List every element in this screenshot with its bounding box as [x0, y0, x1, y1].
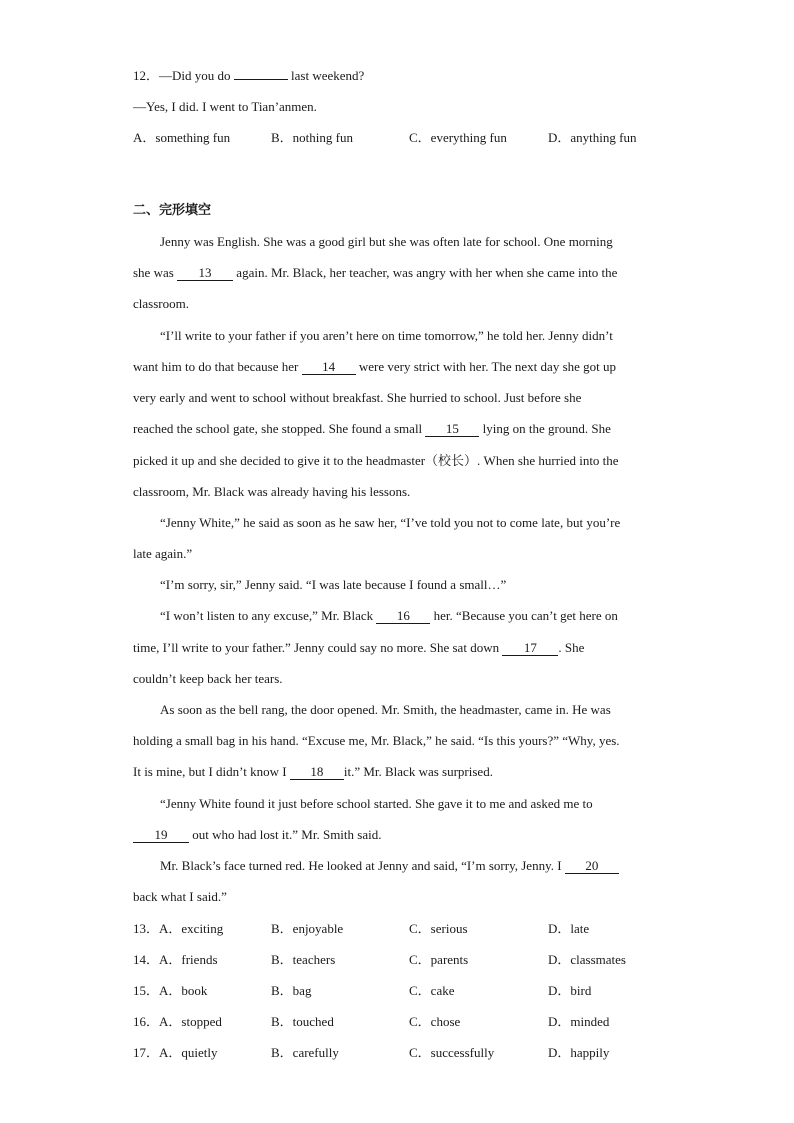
passage-line: back what I said.”: [133, 889, 227, 904]
blank-14: 14: [302, 360, 356, 375]
choice-text: A．book: [159, 983, 208, 998]
passage-line: picked it up and she decided to give it to the headmaster（校长）. When she hurried into the: [133, 453, 619, 468]
passage-line: “Jenny White found it just before school started. She gave it to me and asked me to: [160, 796, 593, 811]
passage-text: she was: [133, 265, 174, 280]
choice-a: [133, 983, 207, 999]
passage-text: It is mine, but I didn’t know I: [133, 764, 287, 779]
passage-line: late again.”: [133, 546, 193, 561]
choice-number: 14．: [133, 952, 160, 967]
q12-answer: —Yes, I did. I went to Tian’anmen.: [133, 99, 317, 114]
blank-19: 19: [133, 828, 189, 843]
passage-line: “I’m sorry, sir,” Jenny said. “I was late because I found a small…”: [160, 577, 507, 592]
passage-line: very early and went to school without breakfast. She hurried to school. Just before she: [133, 390, 582, 405]
blank-15: 15: [425, 422, 479, 437]
choice-c: C．chose: [409, 1014, 461, 1029]
passage-text: time, I’ll write to your father.” Jenny could say no more. She sat down: [133, 640, 500, 655]
passage-line: [160, 858, 619, 874]
q12-blank: [234, 79, 288, 80]
choice-d: D．classmates: [548, 952, 626, 967]
passage-line: [160, 608, 618, 624]
choice-a: [133, 921, 223, 937]
choice-b: B．touched: [271, 1014, 334, 1029]
passage-line: [133, 764, 493, 780]
passage-text: again. Mr. Black, her teacher, was angry with her when she came into the: [236, 265, 618, 280]
passage-text: lying on the ground. She: [482, 421, 611, 436]
passage-text: were very strict with her. The next day she got up: [358, 359, 617, 374]
choice-d: D．late: [548, 921, 590, 936]
q12-option-c: C．everything fun: [409, 130, 507, 145]
blank-18: 18: [290, 765, 344, 780]
passage-line: [133, 827, 381, 843]
q12-question: [133, 68, 364, 84]
choice-d: D．minded: [548, 1014, 610, 1029]
q12-option-d: D．anything fun: [548, 130, 637, 145]
choice-number: 16．: [133, 1014, 160, 1029]
choice-b: B．carefully: [271, 1045, 339, 1060]
passage-line: [133, 359, 616, 375]
choice-text: A．friends: [159, 952, 218, 967]
choice-b: B．teachers: [271, 952, 336, 967]
choice-text: A．stopped: [159, 1014, 222, 1029]
blank-20: 20: [565, 859, 619, 874]
passage-text: Mr. Black’s face turned red. He looked at Jenny and said, “I’m sorry, Jenny. I: [160, 858, 562, 873]
section-title: 二、完形填空: [133, 203, 212, 218]
q12-number: 12．: [133, 68, 160, 83]
passage-line: [133, 265, 617, 281]
blank-17: 17: [502, 641, 558, 656]
passage-text: her. “Because you can’t get here on: [433, 608, 618, 623]
choice-a: [133, 1014, 222, 1030]
passage-line: classroom.: [133, 296, 189, 311]
blank-13: 13: [177, 266, 233, 281]
choice-a: [133, 1045, 218, 1061]
choice-d: D．happily: [548, 1045, 610, 1060]
q12-question-pre: —Did you do: [159, 68, 231, 83]
passage-line: holding a small bag in his hand. “Excuse me, Mr. Black,” he said. “Is this yours?” “Why, yes.: [133, 733, 620, 748]
passage-line: Jenny was English. She was a good girl but she was often late for school. One morning: [160, 234, 613, 249]
choice-text: A．exciting: [159, 921, 224, 936]
choice-c: C．parents: [409, 952, 469, 967]
passage-line: As soon as the bell rang, the door opened. Mr. Smith, the headmaster, came in. He was: [160, 702, 611, 717]
choice-c: C．successfully: [409, 1045, 495, 1060]
passage-line: classroom, Mr. Black was already having his lessons.: [133, 484, 411, 499]
passage-line: couldn’t keep back her tears.: [133, 671, 283, 686]
choice-a: [133, 952, 218, 968]
choice-b: B．enjoyable: [271, 921, 344, 936]
choice-d: D．bird: [548, 983, 592, 998]
passage-text: “I won’t listen to any excuse,” Mr. Black: [160, 608, 374, 623]
choice-number: 13．: [133, 921, 160, 936]
passage-line: [133, 421, 611, 437]
choice-c: C．serious: [409, 921, 468, 936]
choice-text: A．quietly: [159, 1045, 218, 1060]
choice-b: B．bag: [271, 983, 312, 998]
passage-line: [133, 640, 584, 656]
q12-option-a: A．something fun: [133, 130, 231, 145]
choice-number: 15．: [133, 983, 160, 998]
q12-question-post: last weekend?: [291, 68, 365, 83]
blank-16: 16: [376, 609, 430, 624]
choice-number: 17．: [133, 1045, 160, 1060]
passage-line: “Jenny White,” he said as soon as he saw her, “I’ve told you not to come late, but you’re: [160, 515, 621, 530]
choice-c: C．cake: [409, 983, 455, 998]
passage-line: “I’ll write to your father if you aren’t here on time tomorrow,” he told her. Jenny didn’t: [160, 328, 613, 343]
q12-option-b: B．nothing fun: [271, 130, 353, 145]
passage-text: reached the school gate, she stopped. She found a small: [133, 421, 423, 436]
passage-text: it.” Mr. Black was surprised.: [343, 764, 493, 779]
passage-text: . She: [558, 640, 585, 655]
passage-text: want him to do that because her: [133, 359, 299, 374]
passage-text: out who had lost it.” Mr. Smith said.: [192, 827, 382, 842]
